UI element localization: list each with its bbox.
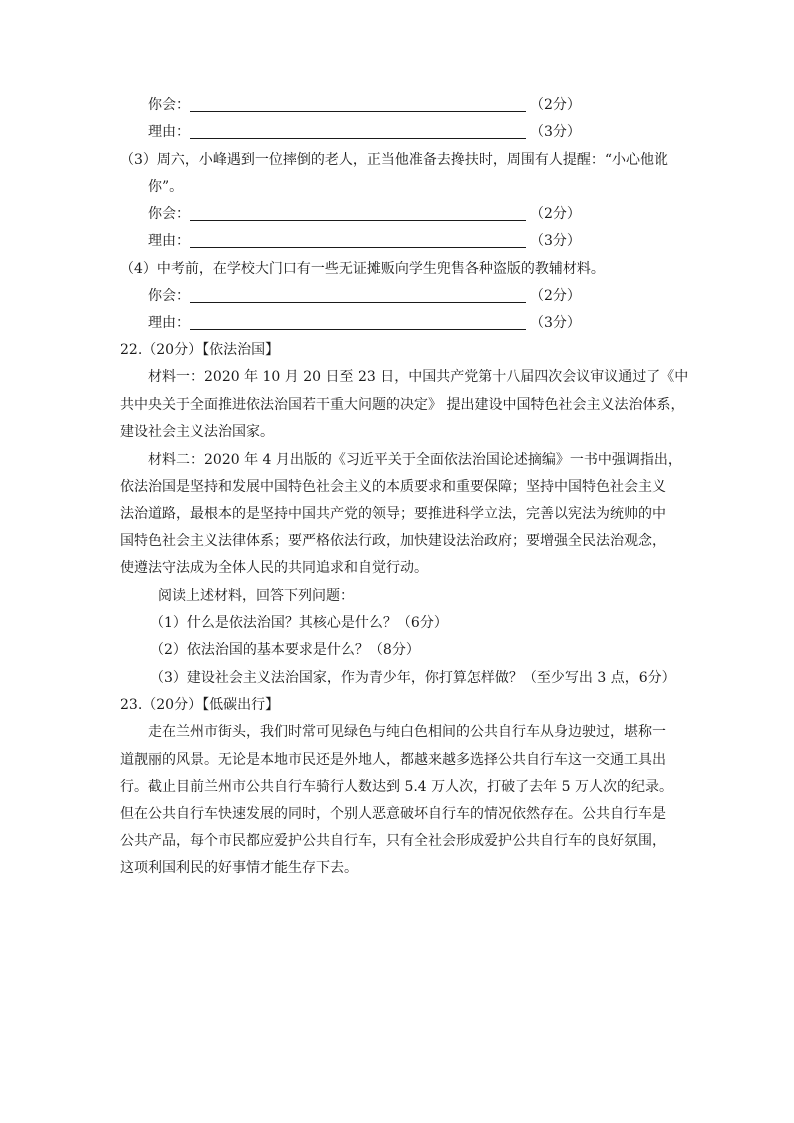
score-label: （2分） bbox=[530, 288, 581, 304]
score-label: （2分） bbox=[530, 97, 581, 113]
material-1-line: 材料一：2020 年 10 月 20 日至 23 日，中国共产党第十八届四次会议审议通过了《中 bbox=[148, 369, 689, 385]
answer-label: 你会： bbox=[148, 97, 190, 113]
question-22-heading: 22.（20分）【依法治国】 bbox=[120, 342, 280, 358]
material-2-line: 材料二：2020 年 4 月出版的《习近平关于全面依法治国论述摘编》一书中强调指出， bbox=[148, 452, 682, 468]
reason-label: 理由： bbox=[148, 124, 190, 140]
score-label: （3分） bbox=[530, 124, 581, 140]
question-item-3-cont: 你”。 bbox=[148, 179, 184, 195]
sub-question: （1）什么是依法治国？其核心是什么？（6分） bbox=[150, 615, 448, 631]
instruction: 阅读上述材料，回答下列问题： bbox=[158, 588, 354, 604]
question-item-3: （3）周六，小峰遇到一位摔倒的老人，正当他准备去搀扶时，周围有人提醒：“小心他讹 bbox=[120, 152, 669, 168]
material-1-line: 共中央关于全面推进依法治国若干重大问题的决定》 提出建设中国特色社会主义法治体系， bbox=[120, 397, 685, 413]
passage-line: 走在兰州市街头，我们时常可见绿色与纯白色相间的公共自行车从身边驶过，堪称一 bbox=[148, 724, 666, 740]
answer-label: 你会： bbox=[148, 206, 190, 222]
answer-label: 你会： bbox=[148, 288, 190, 304]
material-2-line: 法治道路，最根本的是坚持中国共产党的领导；要推进科学立法，完善以宪法为统帅的中 bbox=[120, 506, 666, 522]
score-label: （3分） bbox=[530, 315, 581, 331]
sub-question: （3）建设社会主义法治国家，作为青少年，你打算怎样做？（至少写出 3 点，6分） bbox=[150, 670, 676, 686]
answer-blank[interactable] bbox=[190, 111, 526, 112]
question-23-heading: 23.（20分）【低碳出行】 bbox=[120, 697, 280, 713]
material-2-line: 国特色社会主义法律体系；要严格依法行政，加快建设法治政府；要增强全民法治观念， bbox=[120, 533, 666, 549]
material-1-line: 建设社会主义法治国家。 bbox=[120, 424, 274, 440]
question-item-4: （4）中考前，在学校大门口有一些无证摊贩向学生兜售各种盗版的教辅材料。 bbox=[120, 261, 605, 277]
reason-blank[interactable] bbox=[190, 247, 526, 248]
passage-line: 这项利国利民的好事情才能生存下去。 bbox=[120, 860, 358, 876]
answer-blank[interactable] bbox=[190, 220, 526, 221]
passage-line: 公共产品，每个市民都应爱护公共自行车，只有全社会形成爱护公共自行车的良好氛围， bbox=[120, 833, 666, 849]
passage-line: 行。截止目前兰州市公共自行车骑行人数达到 5.4 万人次，打破了去年 5 万人次的纪录。 bbox=[120, 779, 673, 795]
material-2-line: 依法治国是坚持和发展中国特色社会主义的本质要求和重要保障；坚持中国特色社会主义 bbox=[120, 479, 666, 495]
reason-label: 理由： bbox=[148, 233, 190, 249]
reason-blank[interactable] bbox=[190, 329, 526, 330]
answer-blank[interactable] bbox=[190, 302, 526, 303]
material-2-line: 使遵法守法成为全体人民的共同追求和自觉行动。 bbox=[120, 560, 428, 576]
passage-line: 道靓丽的风景。无论是本地市民还是外地人，都越来越多选择公共自行车这一交通工具出 bbox=[120, 752, 666, 768]
passage-line: 但在公共自行车快速发展的同时，个别人恶意破坏自行车的情况依然存在。公共自行车是 bbox=[120, 806, 666, 822]
score-label: （2分） bbox=[530, 206, 581, 222]
reason-blank[interactable] bbox=[190, 138, 526, 139]
score-label: （3分） bbox=[530, 233, 581, 249]
reason-label: 理由： bbox=[148, 315, 190, 331]
sub-question: （2）依法治国的基本要求是什么？（8分） bbox=[150, 642, 420, 658]
